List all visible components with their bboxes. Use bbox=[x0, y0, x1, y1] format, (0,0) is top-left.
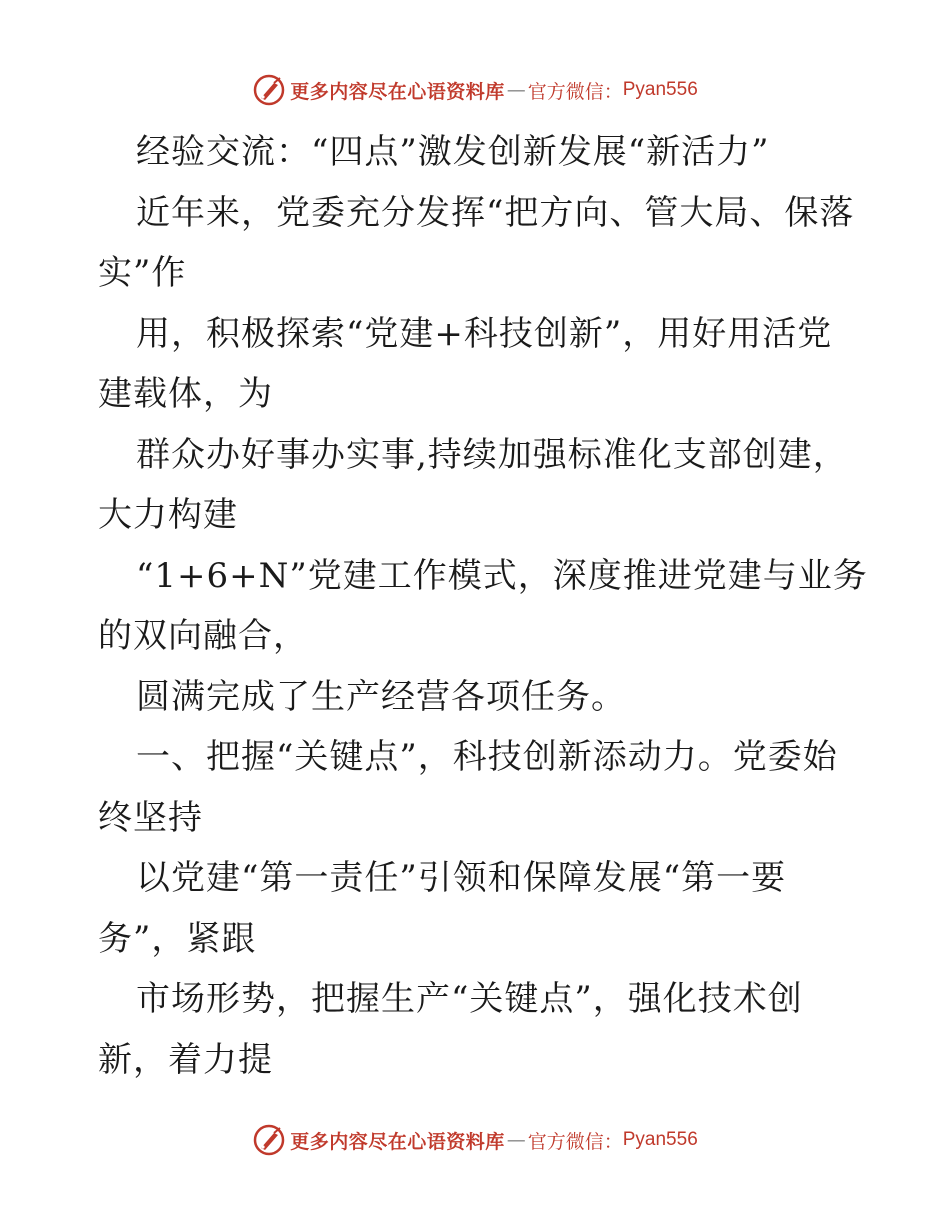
paragraph-line: 终坚持 bbox=[98, 797, 203, 838]
paragraph-line: 建载体，为 bbox=[98, 374, 273, 414]
footer-watermark bbox=[0, 1120, 950, 1160]
paragraph-line: 以党建“第一责任”引领和保障发展“第一要 bbox=[136, 858, 787, 898]
paragraph-line: 群众办好事办实事,持续加强标准化支部创建， bbox=[136, 434, 848, 475]
paragraph-line: 用，积极探索“党建+科技创新”，用好用活党 bbox=[136, 313, 833, 354]
paragraph-line: 圆满完成了生产经营各项任务。 bbox=[136, 676, 626, 717]
paragraph-line: “1+6+N”党建工作模式，深度推进党建与业务 bbox=[136, 555, 868, 596]
paragraph-line: 近年来，党委充分发挥“把方向、管大局、保落 bbox=[136, 192, 855, 233]
quill-pen-logo-icon bbox=[252, 1123, 286, 1157]
watermark-dash: — bbox=[506, 79, 526, 101]
section-heading-line: 一、把握“关键点”，科技创新添动力。党委始 bbox=[136, 737, 838, 777]
watermark-official: 官方微信： bbox=[527, 1130, 623, 1153]
paragraph-line: 务”，紧跟 bbox=[98, 918, 257, 959]
watermark-wechat-id: Pyan556 bbox=[622, 79, 698, 100]
paragraph-line: 的双向融合， bbox=[98, 616, 308, 656]
watermark-dash: — bbox=[506, 1129, 526, 1151]
watermark-official: 官方微信： bbox=[527, 80, 623, 103]
quill-pen-logo-icon bbox=[252, 73, 286, 107]
header-watermark bbox=[0, 70, 950, 110]
watermark-wechat-id: Pyan556 bbox=[622, 1129, 698, 1150]
document-body bbox=[98, 122, 868, 1090]
watermark-brand: 更多内容尽在心语资料库 bbox=[290, 1130, 505, 1153]
paragraph-line: 新，着力提 bbox=[98, 1039, 273, 1080]
paragraph-line: 大力构建 bbox=[98, 495, 238, 535]
paragraph-line: 实”作 bbox=[98, 253, 187, 293]
paragraph-line: 市场形势，把握生产“关键点”，强化技术创 bbox=[136, 979, 803, 1019]
watermark-brand: 更多内容尽在心语资料库 bbox=[290, 80, 505, 103]
document-title: 经验交流：“四点”激发创新发展“新活力” bbox=[136, 132, 770, 172]
